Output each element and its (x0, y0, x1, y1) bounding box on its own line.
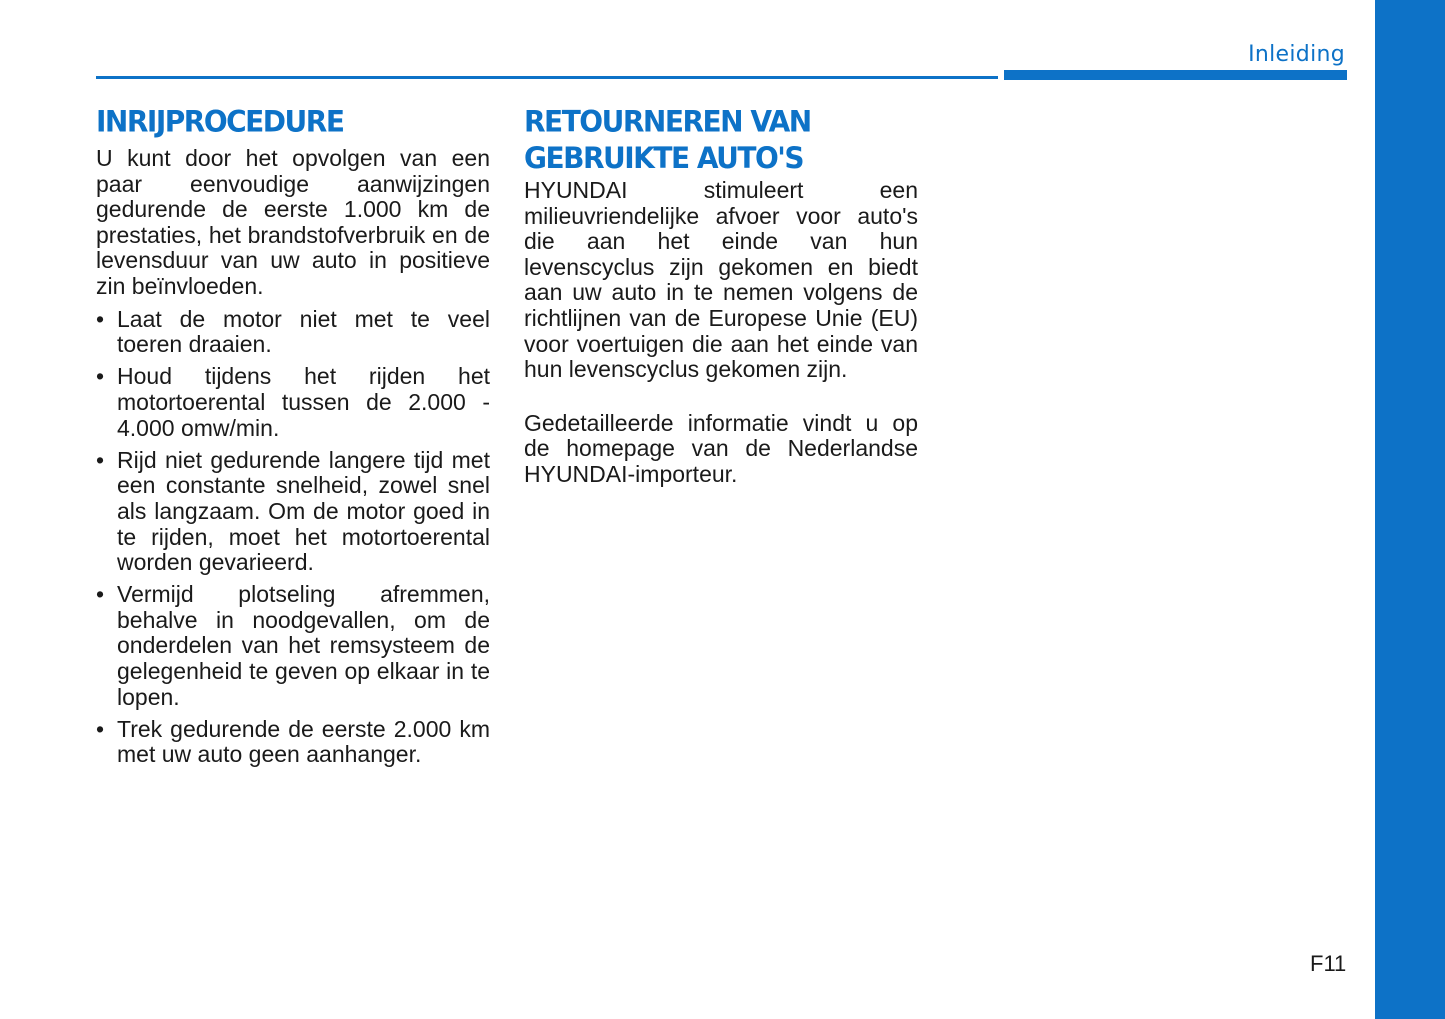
intro-paragraph: U kunt door het opvolgen van een paar eenvoudige aanwijzingen gedurende de eerste 1.000 km de prestaties, het brandstofverbruik en de levensduur van uw auto in positieve zin beïnvloeden. (96, 145, 490, 299)
header-rule (96, 76, 998, 79)
bullet-icon: • (96, 581, 105, 608)
bullet-list (96, 307, 490, 768)
chapter-side-tab (1375, 0, 1445, 1019)
header-rule-thick (1004, 70, 1347, 80)
section-title-returns (524, 103, 918, 177)
page-number: F11 (1310, 951, 1347, 976)
title-line-2: GEBRUIKTE AUTO'S (524, 140, 804, 176)
section-title-break-in: INRIJPROCEDURE (96, 104, 344, 139)
list-item: • Vermijd plotseling afremmen, behalve in noodgevallen, om de onderdelen van het remsysteem de gelegenheid te geven op elkaar in te lopen. (96, 581, 490, 710)
list-item: • Rijd niet gedurende langere tijd met een constante snelheid, zowel snel als langzaam. Om de motor goed in te rijden, moet het motortoerental worden gevarieerd. (96, 446, 490, 576)
bullet-icon: • (96, 363, 105, 390)
bullet-icon: • (96, 715, 105, 742)
middle-column (524, 103, 918, 488)
list-item: • Houd tijdens het rijden het motortoerental tussen de 2.000 - 4.000 omw/min. (96, 363, 490, 441)
left-column (96, 103, 490, 775)
title-line-1: RETOURNEREN VAN (524, 104, 811, 139)
bullet-icon: • (96, 305, 105, 332)
section-label: Inleiding (1248, 42, 1345, 67)
returns-paragraph: HYUNDAI stimuleert een milieuvriendelijke afvoer voor auto's die aan het einde van hun levenscyclus zijn gekomen en biedt aan uw auto in te nemen volgens de richtlijnen van de Europese Unie (EU) voor voertuigen die aan het einde van hun levenscyclus gekomen zijn. (524, 177, 918, 383)
bullet-icon: • (96, 446, 105, 473)
info-paragraph: Gedetailleerde informatie vindt u op de homepage van de Nederlandse HYUNDAI-importeur. (524, 409, 918, 487)
list-item: • Trek gedurende de eerste 2.000 km met uw auto geen aanhanger. (96, 715, 490, 768)
list-item: • Laat de motor niet met te veel toeren draaien. (96, 305, 490, 358)
